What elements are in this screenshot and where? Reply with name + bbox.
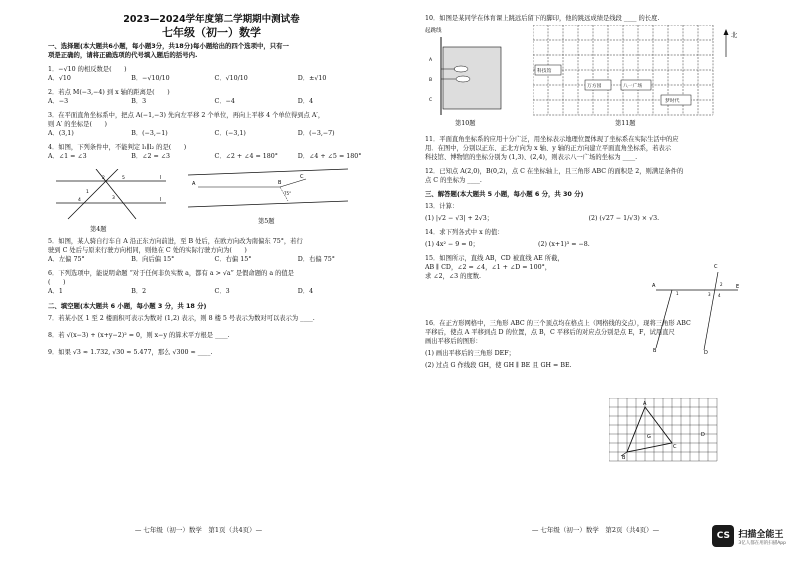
figure-10-caption: 第10题 [455,120,476,127]
svg-text:75°: 75° [284,191,292,196]
svg-text:C: C [429,98,433,103]
figure-5-diagram [188,167,348,219]
question-16-part-2: (2) 过点 G 作线段 GH，使 GH ∥ BE 且 GH = BE. [425,362,572,369]
option: A．∠1 = ∠3 [48,153,87,160]
map-place: 科技馆 [537,69,552,74]
question-10: 10．如图是某同学在体育课上跳远后留下的脚印，他的跳远成绩是线段 ____ 的长度. [425,15,660,22]
svg-text:A: A [652,283,656,289]
north-label: 北 [731,32,738,39]
question-8: 8．若 √(x−3) + (x+y−2)² = 0，则 x−y 的算术平方根是 ____. [48,332,230,339]
option: A．−3 [48,98,69,105]
option: B．向后偏 15° [131,256,175,263]
option: C．−4 [214,98,235,105]
scanner-watermark [712,525,786,547]
question-13-part-1: (1) |√2 − √3| + 2√3； [425,215,494,222]
figure-4-diagram [56,169,166,221]
map-place: 梦时代 [665,99,680,104]
figure-16-grid [609,398,719,468]
option: D．(−3,−7) [297,130,335,137]
question-5-options [48,255,375,264]
option: C．3 [214,288,230,295]
question-15-cont-2: 求 ∠2，∠3 的度数. [425,273,482,280]
option: D．4 [297,288,314,295]
option: A．1 [48,288,63,295]
option: B．∠2 = ∠3 [131,153,171,160]
question-16-part-1: (1) 画出平移后的三角形 DEF； [425,350,515,357]
svg-text:l: l [160,175,162,181]
svg-text:B: B [622,455,626,461]
question-15: 15．如图所示，直线 AB，CD 被直线 AE 所截， [425,255,564,262]
question-9: 9．如果 √3 ≈ 1.732, √30 ≈ 5.477，那么 √300 ≈ ____. [48,349,213,356]
page-2 [397,0,794,561]
figure-4-caption: 第4题 [90,226,107,233]
option: C．∠2 + ∠4 = 180° [214,153,278,160]
option: B．−√10/10 [131,75,170,82]
page-1-footer: — 七年级（初一）数学 第1页（共4页）— [134,526,263,534]
map-place: 八一广场 [623,84,643,89]
svg-text:3: 3 [708,292,711,297]
svg-text:A: A [429,58,433,63]
question-11-cont-2: 科技馆、博物馆的坐标分别为 (1,3)、(2,4)，则表示八一广场的坐标为 ____. [425,154,638,161]
question-6: 6．下列选项中，能说明命题 “对于任何非负实数 a，都有 a > √a” 是假命题的 a 的值是 [48,270,294,277]
page-2-footer: — 七年级（初一）数学 第2页（共4页）— [531,526,660,534]
question-13: 13．计算： [425,203,459,210]
question-13-parts [425,214,746,223]
question-7: 7．若某小区 1 至 2 楼面积可表示为数对 (1,2) 表示，则 8 楼 5 号表示为数对可以表示为 ____. [48,315,315,322]
svg-text:D: D [704,350,708,355]
option: C．√10/10 [214,75,248,82]
svg-text:B: B [429,78,433,83]
svg-text:A: A [643,401,647,407]
question-12: 12．已知点 A(2,0)，B(0,2)，点 C 在坐标轴上，且三角形 ABC 的面积是 2，则满足条件的 [425,168,684,175]
svg-text:3: 3 [112,196,115,201]
figure-15-diagram [652,260,742,355]
svg-text:C: C [714,264,718,270]
svg-text:C: C [673,444,677,450]
figure-10-label: 起跳线 [425,28,442,34]
svg-text:1: 1 [676,291,679,296]
question-14-parts [425,240,645,249]
option: D．∠4 + ∠5 = 180° [297,153,362,160]
question-1: 1．−√10 的相反数是( ) [48,66,127,73]
svg-text:5: 5 [122,176,125,181]
question-5-cont: 驶到 C 处后与原来行驶方向相同，则他在 C 处的实际行驶方向为( ) [48,247,247,254]
section-1-heading-cont: 项是正确的，请将正确选项的代号填入题后的括号内. [48,51,198,59]
question-1-options [48,74,375,83]
figures-10-11 [425,27,746,127]
camscanner-logo-icon: CS [712,525,734,547]
section-2-heading: 二、填空题(本大题共 6 小题，每小题 3 分，共 18 分) [48,302,207,310]
north-arrow-icon [721,29,731,59]
question-16-cont-2: 画出平移后的图形： [425,338,482,345]
question-2-options [48,97,375,106]
question-5: 5．如图，某人骑自行车自 A 沿正东方向前进，至 B 处后，在欧方向改为南偏东 75°，若行 [48,238,303,245]
figures-4-5 [48,165,375,237]
section-1-heading: 一、选择题(本大题共6小题，每小题3分，共18分)每小题给出的四个选项中，只有一 [48,42,289,50]
question-13-part-2: (2) (√27 − 1/√3) × √3. [588,215,660,222]
figure-11-caption: 第11题 [615,120,636,127]
question-16-cont: 平移后，使点 A 平移到点 D 的位置，点 B，C 平移后的对应点分别是点 E，F，试用直尺 [425,329,675,336]
option: A．左偏 75° [48,256,85,263]
question-6-options [48,287,375,296]
option: C．(−3,1) [214,130,246,137]
option: A．√10 [48,75,71,82]
option: A．(3,1) [48,130,74,137]
option: B．(−3,−1) [131,130,168,137]
question-6-cont: ( ) [48,279,66,286]
exam-subtitle: 七年级（初一）数学 [162,26,261,39]
svg-text:2: 2 [720,282,723,287]
svg-text:B: B [653,348,657,354]
figure-11-map-grid [533,25,723,121]
question-12-cont: 点 C 的坐标为 ____. [425,177,482,184]
svg-text:E: E [736,284,740,290]
figure-5-caption: 第5题 [258,218,275,225]
exam-title: 2023—2024学年度第二学期期中测试卷 [123,14,300,25]
svg-text:A: A [192,181,196,187]
question-14: 14．求下列各式中 x 的值： [425,229,504,236]
svg-text:G: G [647,434,651,440]
option: D．4 [297,98,314,105]
question-14-part-2: (2) (x+1)³ = −8. [538,241,590,248]
figure-10-diagram [425,37,505,117]
svg-text:C: C [300,174,304,180]
question-11: 11．平面直角坐标系的应用十分广泛，用坐标表示地理位置体现了坐标系在实际生活中的应 [425,136,679,143]
option: D．右偏 75° [297,256,335,263]
question-11-cont: 用．在图中，分别以正东、正北方向为 x 轴、y 轴的正方向建立平面直角坐标系，若表示 [425,145,672,152]
svg-text:B: B [278,180,282,186]
question-16: 16．在正方形网格中，三角形 ABC 的三个顶点均在格点上（网格线的交点），现将三角形 ABC [425,320,691,327]
question-3-options [48,129,375,138]
question-3: 3．在平面直角坐标系中，把点 A(−1,−3) 先向左平移 2 个单位，再向上平移 4 个单位得到点 A′， [48,112,325,119]
question-4: 4．如图，下列条件中，不能判定 l₁∥l₂ 的是( ) [48,144,187,151]
svg-text:2: 2 [102,176,105,181]
question-14-part-1: (1) 4x² − 9 = 0； [425,241,479,248]
question-3-cont: 则 A′ 的坐标是( ) [48,121,107,128]
question-4-options [48,152,375,161]
option: D．±√10 [297,75,327,82]
question-2: 2．若点 M(−3,−4) 到 x 轴的距离是( ) [48,89,170,96]
option: B．3 [131,98,147,105]
option: B．2 [131,288,147,295]
svg-text:l: l [160,197,162,203]
svg-text:1: 1 [86,190,89,195]
svg-text:D: D [701,432,705,438]
option: C．右偏 15° [214,256,252,263]
scanner-app-name: 扫描全能王 [738,529,784,540]
section-3-heading: 三、解答题(本大题共 5 小题，每小题 6 分，共 30 分) [425,190,584,198]
svg-text:4: 4 [718,293,721,298]
scanner-app-tagline: 3亿人都在用的扫描App [738,540,786,546]
svg-text:4: 4 [78,198,81,203]
map-place: 万方园 [587,84,602,89]
question-15-cont: AB ∥ CD，∠2 = ∠4，∠1 + ∠D = 100°， [425,264,552,271]
